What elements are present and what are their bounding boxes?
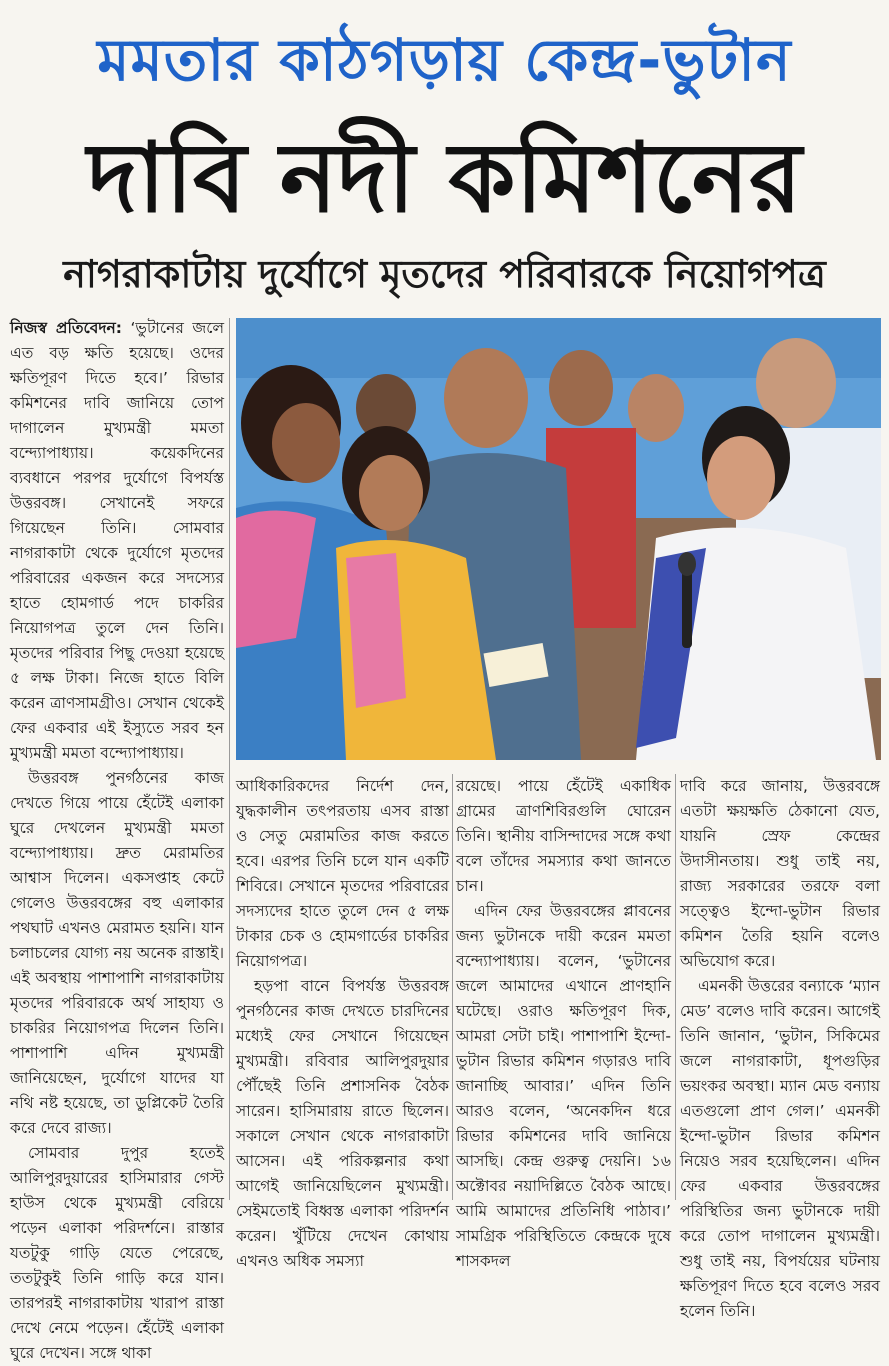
article-column-1 xyxy=(10,316,224,1362)
byline: নিজস্ব প্রতিবেদন: xyxy=(10,319,122,337)
column-divider xyxy=(452,774,453,1200)
article-paragraph: সোমবার দুপুর হতেই আলিপুরদুয়ারের হাসিমারার গেস্ট হাউস থেকে মুখ্যমন্ত্রী বেরিয়ে পড়েন এলাকা পরিদর্শনে। রাস্তার যতটুকু গাড়ি যেতে পেরেছে, ততটুকুই তিনি গাড়ি করে যান। তারপরই নাগরাকাটায় খারাপ রাস্তা দেখে নেমে পড়েন। হেঁটেই এলাকা ঘুরে দেখেন। সঙ্গে থাকা xyxy=(10,1144,224,1362)
news-photo xyxy=(236,318,881,760)
article-paragraph: দাবি করে জানায়, উত্তরবঙ্গে এতটা ক্ষয়ক্ষতি ঠেকানো যেত, যায়নি স্রেফ কেন্দ্রের উদাসীনতায়। শুধু তাই নয়, রাজ্য সরকারের তরফে বলা সত্ত্বেও ইন্দো-ভুটান রিভার কমিশন তৈরি হয়নি বলেও অভিযোগ করে। xyxy=(680,777,880,970)
kicker-headline: মমতার কাঠগড়ায় কেন্দ্র-ভুটান xyxy=(97,26,792,94)
column-divider xyxy=(675,774,676,1200)
column-divider xyxy=(229,318,230,1200)
article-paragraph: রয়েছে। পায়ে হেঁটেই একাধিক গ্রামের ত্রাণশিবিরগুলি ঘোরেন তিনি। স্থানীয় বাসিন্দাদের সঙ্গে কথা বলে তাঁদের সমস্যার কথা জানতে চান। xyxy=(456,777,671,895)
main-headline: দাবি নদী কমিশনের xyxy=(87,122,802,234)
article-column-4 xyxy=(680,774,880,1320)
article-paragraph xyxy=(10,316,224,766)
article-paragraph: উত্তরবঙ্গ পুনর্গঠনের কাজ দেখতে গিয়ে পায়ে হেঁটেই এলাকা ঘুরে দেখলেন মুখ্যমন্ত্রী মমতা বন্দ্যোপাধ্যায়। দ্রুত মেরামতির আশ্বাস দিলেন। একসপ্তাহ কেটে গেলেও উত্তরবঙ্গের বহু এলাকার পথঘাট এখনও মেরামত হয়নি। যান চলাচলের যোগ্য নয় অনেক রাস্তাই। এই অবস্থায় পাশাপাশি নাগরাকাটায় মৃতদের পরিবারকে অর্থ সাহায্য ও চাকরির নিয়োগপত্র দিলেন তিনি। পাশাপাশি এদিন মুখ্যমন্ত্রী জানিয়েছেন, দুর্যোগে যাদের যা নথি নষ্ট হয়েছে, তা ডুপ্লিকেট তৈরি করে দেবে রাজ্য। xyxy=(10,769,224,1137)
subheadline: নাগরাকাটায় দুর্যোগে মৃতদের পরিবারকে নিয়োগপত্র xyxy=(63,252,826,296)
article-paragraph: এদিন ফের উত্তরবঙ্গের প্লাবনের জন্য ভুটানকে দায়ী করেন মমতা বন্দ্যোপাধ্যায়। বলেন, ‘ভুটানের জলে আমাদের এখানে প্রাণহানি ঘটেছে। ওরাও ক্ষতিপূরণ দিক, আমরা সেটা চাই। পাশাপাশি ইন্দো-ভুটান রিভার কমিশন গড়ারও দাবি জানাচ্ছি আবার।’ এদিন তিনি আরও বলেন, ‘অনেকদিন ধরে রিভার কমিশনের দাবি জানিয়ে আসছি। কেন্দ্র গুরুত্ব দেয়নি। ১৬ অক্টোবর নয়াদিল্লিতে বৈঠক আছে। আমি আমাদের প্রতিনিধি পাঠাব।’ সামগ্রিক পরিস্থিতিতে কেন্দ্রকে দুষে শাসকদল xyxy=(456,902,671,1270)
article-paragraph: হড়পা বানে বিপর্যস্ত উত্তরবঙ্গ পুনর্গঠনের কাজ দেখতে চারদিনের মধ্যেই ফের সেখানে গিয়েছেন মুখ্যমন্ত্রী। রবিবার আলিপুরদুয়ার পৌঁছেই তিনি প্রশাসনিক বৈঠক সারেন। হাসিমারায় রাতে ছিলেন। সকালে সেখান থেকে নাগরাকাটা আসেন। এই পরিকল্পনার কথা আগেই জানিয়েছিলেন মুখ্যমন্ত্রী। সেইমতোই বিধ্বস্ত এলাকা পরিদর্শন করেন। খুঁটিয়ে দেখেন কোথায় এখনও অধিক সমস্যা xyxy=(236,977,449,1270)
article-column-2 xyxy=(236,774,449,1270)
article-column-3 xyxy=(456,774,671,1270)
article-paragraph: আধিকারিকদের নির্দেশ দেন, যুদ্ধকালীন তৎপরতায় এসব রাস্তা ও সেতু মেরামতির কাজ করতে হবে। এরপর তিনি চলে যান একটি শিবিরে। সেখানে মৃতদের পরিবারের সদস্যদের হাতে তুলে দেন ৫ লক্ষ টাকার চেক ও হোমগার্ডের চাকরির নিয়োগপত্র। xyxy=(236,777,449,970)
article-paragraph: এমনকী উত্তরের বন্যাকে ‘ম্যান মেড’ বলেও দাবি করেন। আগেই তিনি জানান, ‘ভুটান, সিকিমের জলে নাগরাকাটা, ধূপগুড়ির ভয়ংকর অবস্থা। ম্যান মেড বন্যায় এতগুলো প্রাণ গেল।’ এমনকী ইন্দো-ভুটান রিভার কমিশন নিয়েও সরব হয়েছিলেন। এদিন ফের একবার উত্তরবঙ্গের পরিস্থিতির জন্য ভুটানকে দায়ী করে তোপ দাগালেন মুখ্যমন্ত্রী। শুধু তাই নয়, বিপর্যয়ের ঘটনায় ক্ষতিপূরণ দিতে হবে বলেও সরব হলেন তিনি। xyxy=(680,977,880,1320)
lead-text: ‘ভুটানের জলে এত বড় ক্ষতি হয়েছে। ওদের ক্ষতিপূরণ দিতে হবে।’ রিভার কমিশনের দাবি জানিয়ে তোপ দাগালেন মুখ্যমন্ত্রী মমতা বন্দ্যোপাধ্যায়। কয়েকদিনের ব্যবধানে পরপর দুর্যোগে বিপর্যস্ত উত্তরবঙ্গ। সেখানেই সফরে গিয়েছেন তিনি। সোমবার নাগরাকাটা থেকে দুর্যোগে মৃতদের পরিবারের একজন করে সদস্যের হাতে হোমগার্ড পদে চাকরির নিয়োগপত্র তুলে দেন তিনি। মৃতদের পরিবার পিছু দেওয়া হয়েছে ৫ লক্ষ টাকা। নিজে হাতে বিলি করেন ত্রাণসামগ্রীও। সেখান থেকেই ফের একবার এই ইস্যুতে সরব হন মুখ্যমন্ত্রী মমতা বন্দ্যোপাধ্যায়। xyxy=(10,319,224,762)
